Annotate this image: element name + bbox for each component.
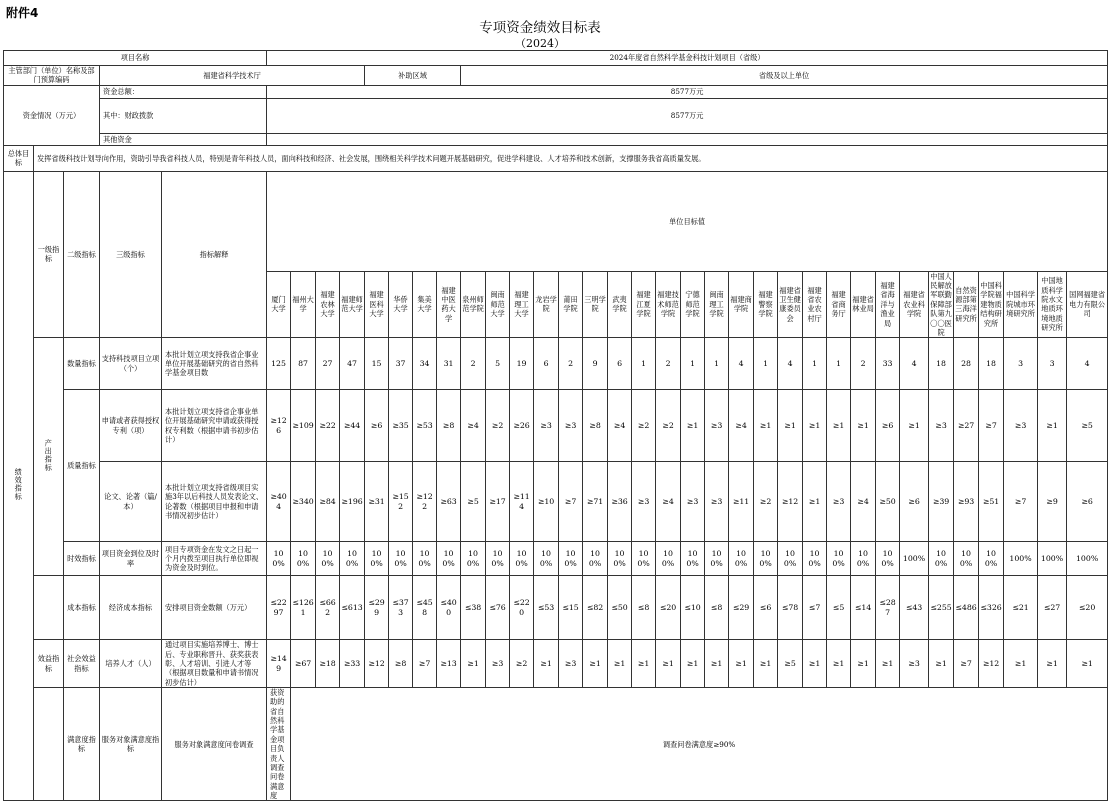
funds-total-value: 8577万元 — [267, 85, 1108, 98]
target-value: ≥404 — [267, 462, 291, 542]
unit-name: 厦门大学 — [267, 271, 291, 338]
target-value: ≤20 — [656, 576, 681, 640]
target-value: 100% — [340, 542, 365, 576]
target-value: 100% — [656, 542, 681, 576]
satisfaction-value: 调查问卷满意度≥90% — [291, 688, 1108, 801]
target-value: ≥114 — [510, 462, 534, 542]
target-value: ≥6 — [365, 390, 389, 462]
performance-label — [4, 171, 34, 801]
target-value: ≥1 — [754, 640, 778, 688]
target-value: ≥51 — [979, 462, 1004, 542]
level1-cost — [34, 576, 64, 640]
target-value: ≥1 — [851, 390, 876, 462]
target-value: ≥109 — [291, 390, 316, 462]
target-value: ≤38 — [461, 576, 486, 640]
performance-table — [3, 50, 1108, 801]
target-value: 5 — [486, 338, 510, 390]
target-value: ≥196 — [340, 462, 365, 542]
target-value: ≥12 — [778, 462, 803, 542]
target-value: 100% — [510, 542, 534, 576]
target-value: 4 — [900, 338, 929, 390]
header-level2: 二级指标 — [64, 171, 100, 338]
target-value: ≤15 — [559, 576, 583, 640]
level1-output-text: 产出指标 — [44, 439, 54, 472]
indicator-explain: 安排项目资金数额（万元） — [162, 576, 267, 640]
target-value: ≥67 — [291, 640, 316, 688]
level1-satisfaction: 满意度指标 — [64, 688, 100, 801]
target-value: 100% — [559, 542, 583, 576]
page-year: （2024） — [515, 37, 565, 50]
header-level3: 三级指标 — [100, 171, 162, 338]
target-value: ≥6 — [876, 390, 900, 462]
target-value: ≥1 — [1038, 390, 1067, 462]
target-value: 6 — [608, 338, 632, 390]
target-value: ≥17 — [486, 462, 510, 542]
target-value: 100% — [1004, 542, 1038, 576]
unit-name: 自然资源部第三海洋研究所 — [954, 271, 979, 338]
target-value: 1 — [827, 338, 851, 390]
level2-indicator: 成本指标 — [64, 576, 100, 640]
target-value: ≥3 — [1004, 390, 1038, 462]
target-value: ≤6 — [754, 576, 778, 640]
unit-name: 福建省海洋与渔业局 — [876, 271, 900, 338]
unit-name: 华侨大学 — [389, 271, 413, 338]
unit-name: 福建医科大学 — [365, 271, 389, 338]
target-value: ≥2 — [486, 390, 510, 462]
overall-target-label: 总体目标 — [4, 145, 34, 171]
target-value: 33 — [876, 338, 900, 390]
target-value: ≥1 — [608, 640, 632, 688]
level1-output — [34, 338, 64, 576]
target-value: 3 — [1004, 338, 1038, 390]
level3-indicator: 培养人才（人） — [100, 640, 162, 688]
target-value: 2 — [851, 338, 876, 390]
target-value: 1 — [803, 338, 827, 390]
target-value: ≥1 — [1004, 640, 1038, 688]
target-value: 2 — [656, 338, 681, 390]
target-value: ≥7 — [979, 390, 1004, 462]
project-name-label: 项目名称 — [4, 51, 267, 66]
blank-cell — [34, 688, 64, 801]
target-value: 1 — [754, 338, 778, 390]
target-value: ≤76 — [486, 576, 510, 640]
level1-benefit: 效益指标 — [34, 640, 64, 688]
target-value: ≥1 — [681, 390, 705, 462]
unit-name: 福建省农业科学院 — [900, 271, 929, 338]
target-value: ≥3 — [681, 462, 705, 542]
target-value: 100% — [267, 542, 291, 576]
header-level1: 一级指标 — [34, 171, 64, 338]
target-value: 87 — [291, 338, 316, 390]
target-value: ≥2 — [656, 390, 681, 462]
target-value: 100% — [754, 542, 778, 576]
target-value: 100% — [632, 542, 656, 576]
target-value: ≥1 — [632, 640, 656, 688]
target-value: 100% — [437, 542, 461, 576]
target-value: 27 — [316, 338, 340, 390]
target-value: 100% — [291, 542, 316, 576]
target-value: ≤50 — [608, 576, 632, 640]
target-value: 100% — [583, 542, 608, 576]
target-value: ≥71 — [583, 462, 608, 542]
target-value: 100% — [608, 542, 632, 576]
target-value: 2 — [461, 338, 486, 390]
target-value: 100% — [851, 542, 876, 576]
level3-indicator: 项目资金到位及时率 — [100, 542, 162, 576]
target-value: ≥3 — [486, 640, 510, 688]
target-value: 1 — [632, 338, 656, 390]
target-value: ≥4 — [851, 462, 876, 542]
target-value: ≥3 — [900, 640, 929, 688]
target-value: ≤43 — [900, 576, 929, 640]
level3-indicator: 申请或者获得授权专利（项） — [100, 390, 162, 462]
target-value: ≥4 — [608, 390, 632, 462]
target-value: ≥126 — [267, 390, 291, 462]
indicator-explain: 获资助的省自然科学基金项目负责人调查问卷满意度 — [267, 688, 291, 801]
target-value: ≥8 — [583, 390, 608, 462]
target-value: ≤326 — [979, 576, 1004, 640]
funds-total-label: 资金总额： — [100, 85, 267, 98]
target-value: ≥7 — [413, 640, 437, 688]
unit-name: 福建技术师范学院 — [656, 271, 681, 338]
target-value: 15 — [365, 338, 389, 390]
target-value: ≥6 — [1067, 462, 1108, 542]
target-value: 100% — [705, 542, 729, 576]
target-value: ≥3 — [534, 390, 559, 462]
region-label: 补助区域 — [365, 66, 461, 86]
unit-name: 福建省商务厅 — [827, 271, 851, 338]
target-value: ≥1 — [803, 640, 827, 688]
target-value: 100% — [365, 542, 389, 576]
target-value: 100% — [827, 542, 851, 576]
target-value: ≥1 — [900, 390, 929, 462]
target-value: ≥39 — [929, 462, 954, 542]
level3-indicator: 服务对象满意度问卷调查 — [162, 688, 267, 801]
target-value: 31 — [437, 338, 461, 390]
target-value: 4 — [729, 338, 754, 390]
level3-indicator: 支持科技项目立项（个） — [100, 338, 162, 390]
target-value: ≤8 — [705, 576, 729, 640]
target-value: 100% — [413, 542, 437, 576]
level3-indicator: 经济成本指标 — [100, 576, 162, 640]
target-value: 9 — [583, 338, 608, 390]
target-value: 1 — [705, 338, 729, 390]
target-value: ≥3 — [559, 390, 583, 462]
target-value: ≥7 — [1004, 462, 1038, 542]
target-value: ≥22 — [316, 390, 340, 462]
indicator-explain: 项目专项资金在发文之日起一个月内拨至项目执行单位即视为资金及时到位。 — [162, 542, 267, 576]
unit-name: 中国科学院福建物质结构研究所 — [979, 271, 1004, 338]
unit-name: 集美大学 — [413, 271, 437, 338]
target-value: ≥1 — [754, 390, 778, 462]
target-value: ≥93 — [954, 462, 979, 542]
target-value: 125 — [267, 338, 291, 390]
target-value: ≥1 — [827, 390, 851, 462]
funds-fiscal-label: 其中：财政拨款 — [100, 98, 267, 133]
target-value: ≤8 — [632, 576, 656, 640]
target-value: 1 — [681, 338, 705, 390]
target-value: ≥7 — [954, 640, 979, 688]
target-value: ≥36 — [608, 462, 632, 542]
indicator-explain: 本批计划立项支持省级项目实施3年以后科技人员发表论文、论著数（根据项目申报和申请书情况初步估计） — [162, 462, 267, 542]
target-value: ≥18 — [316, 640, 340, 688]
target-value: ≤255 — [929, 576, 954, 640]
target-value: ≤5 — [827, 576, 851, 640]
header-unit-targets: 单位目标值 — [267, 171, 1108, 271]
unit-name: 闽南师范大学 — [486, 271, 510, 338]
target-value: 28 — [954, 338, 979, 390]
target-value: ≥4 — [461, 390, 486, 462]
target-value: ≥1 — [929, 640, 954, 688]
target-value: ≥1 — [583, 640, 608, 688]
target-value: 100% — [389, 542, 413, 576]
level2-indicator: 时效指标 — [64, 542, 100, 576]
target-value: ≤662 — [316, 576, 340, 640]
target-value: ≤299 — [365, 576, 389, 640]
target-value: ≥1 — [851, 640, 876, 688]
target-value: ≥1 — [534, 640, 559, 688]
target-value: 100% — [979, 542, 1004, 576]
level2-indicator: 数量指标 — [64, 338, 100, 390]
target-value: 37 — [389, 338, 413, 390]
target-value: ≤400 — [437, 576, 461, 640]
target-value: 2 — [559, 338, 583, 390]
page-title: 专项资金绩效目标表 — [479, 20, 601, 36]
unit-name: 国网福建省电力有限公司 — [1067, 271, 1108, 338]
target-value: 34 — [413, 338, 437, 390]
target-value: ≥53 — [413, 390, 437, 462]
target-value: 6 — [534, 338, 559, 390]
target-value: ≥26 — [510, 390, 534, 462]
overall-target-value: 发挥省级科技计划导向作用，资助引导我省科技人员，特别是青年科技人员，面向科技和经济、社会发展，围绕相关科学技术问题开展基础研究，促进学科建设、人才培养和技术创新，支撑服务我省高质量发展。 — [34, 145, 1108, 171]
target-value: ≥31 — [365, 462, 389, 542]
target-value: 100% — [486, 542, 510, 576]
target-value: ≤220 — [510, 576, 534, 640]
funds-fiscal-value: 8577万元 — [267, 98, 1108, 133]
unit-name: 莆田学院 — [559, 271, 583, 338]
unit-name: 闽南理工学院 — [705, 271, 729, 338]
target-value: 100% — [803, 542, 827, 576]
target-value: ≥5 — [1067, 390, 1108, 462]
target-value: ≤613 — [340, 576, 365, 640]
unit-name: 宁德师范学院 — [681, 271, 705, 338]
unit-name: 福建省林业局 — [851, 271, 876, 338]
unit-name: 福州大学 — [291, 271, 316, 338]
funds-other-label: 其他资金 — [100, 133, 267, 145]
target-value: 18 — [979, 338, 1004, 390]
unit-name: 中国科学院城市环境研究所 — [1004, 271, 1038, 338]
target-value: 100% — [461, 542, 486, 576]
target-value: ≥1 — [656, 640, 681, 688]
target-value: ≤7 — [803, 576, 827, 640]
target-value: ≥1 — [827, 640, 851, 688]
annex-label: 附件4 — [6, 6, 39, 20]
target-value: 100% — [316, 542, 340, 576]
target-value: ≥2 — [632, 390, 656, 462]
target-value: ≤27 — [1038, 576, 1067, 640]
target-value: ≥3 — [705, 462, 729, 542]
target-value: ≥11 — [729, 462, 754, 542]
funds-other-value — [267, 133, 1108, 145]
target-value: ≤82 — [583, 576, 608, 640]
target-value: 100% — [900, 542, 929, 576]
funds-label: 资金情况（万元） — [4, 85, 100, 145]
target-value: ≥63 — [437, 462, 461, 542]
target-value: ≥5 — [461, 462, 486, 542]
target-value: ≥1 — [729, 640, 754, 688]
target-value: ≥2 — [510, 640, 534, 688]
target-value: ≥27 — [954, 390, 979, 462]
target-value: ≥3 — [827, 462, 851, 542]
target-value: ≥35 — [389, 390, 413, 462]
target-value: ≥122 — [413, 462, 437, 542]
target-value: ≥84 — [316, 462, 340, 542]
indicator-explain: 本批计划立项支持我省企事业单位开展基础研究的省自然科学基金项目数 — [162, 338, 267, 390]
target-value: ≥3 — [632, 462, 656, 542]
target-value: ≥7 — [559, 462, 583, 542]
target-value: 100% — [929, 542, 954, 576]
target-value: ≥8 — [389, 640, 413, 688]
target-value: ≤21 — [1004, 576, 1038, 640]
target-value: ≥6 — [900, 462, 929, 542]
target-value: ≥44 — [340, 390, 365, 462]
target-value: ≥152 — [389, 462, 413, 542]
target-value: ≥13 — [437, 640, 461, 688]
unit-name: 福建农林大学 — [316, 271, 340, 338]
target-value: ≥1 — [461, 640, 486, 688]
target-value: ≥1 — [1067, 640, 1108, 688]
target-value: ≤10 — [681, 576, 705, 640]
target-value: ≥1 — [778, 390, 803, 462]
target-value: ≥1 — [876, 640, 900, 688]
target-value: 18 — [929, 338, 954, 390]
target-value: ≥1 — [1038, 640, 1067, 688]
unit-name: 福建中医药大学 — [437, 271, 461, 338]
target-value: ≤20 — [1067, 576, 1108, 640]
unit-name: 福建商学院 — [729, 271, 754, 338]
unit-name: 中国人民解放军联勤保障部队第九〇〇医院 — [930, 271, 952, 337]
target-value: 47 — [340, 338, 365, 390]
target-value: 3 — [1038, 338, 1067, 390]
target-value: 4 — [1067, 338, 1108, 390]
unit-name: 福建理工大学 — [510, 271, 534, 338]
target-value: ≥50 — [876, 462, 900, 542]
target-value: ≥1 — [681, 640, 705, 688]
target-value: ≤78 — [778, 576, 803, 640]
target-value: ≥12 — [365, 640, 389, 688]
level3-indicator: 论文、论著（篇/本） — [100, 462, 162, 542]
target-value: ≤458 — [413, 576, 437, 640]
target-value: ≥2 — [754, 462, 778, 542]
unit-name: 龙岩学院 — [534, 271, 559, 338]
unit-name: 中国地质科学院水文地质环境地质研究所 — [1038, 271, 1067, 338]
level2-indicator: 社会效益指标 — [64, 640, 100, 688]
target-value: ≥3 — [559, 640, 583, 688]
target-value: 4 — [778, 338, 803, 390]
target-value: ≥9 — [1038, 462, 1067, 542]
unit-name: 福建省卫生健康委员会 — [778, 271, 803, 338]
unit-name: 福建省农业农村厅 — [803, 271, 827, 338]
target-value: 100% — [1038, 542, 1067, 576]
indicator-explain: 通过项目实施培养博士、博士后、专业职称晋升、获奖获表彰、人才培训、引进人才等（根据项目数量和申请书情况初步估计） — [162, 640, 267, 688]
unit-name: 三明学院 — [583, 271, 608, 338]
target-value: ≥1 — [803, 462, 827, 542]
level2-indicator: 服务对象满意度指标 — [100, 688, 162, 801]
unit-name: 福建师范大学 — [340, 271, 365, 338]
target-value: ≥10 — [534, 462, 559, 542]
target-value: ≥5 — [778, 640, 803, 688]
target-value: ≥12 — [979, 640, 1004, 688]
header-explain: 指标解释 — [162, 171, 267, 338]
unit-name: 武夷学院 — [608, 271, 632, 338]
target-value: ≥3 — [705, 390, 729, 462]
indicator-explain: 本批计划立项支持省企事业单位开展基础研究申请或获得授权专利数（根据申请书初步估计） — [162, 390, 267, 462]
target-value: ≥149 — [267, 640, 291, 688]
target-value: ≤1261 — [291, 576, 316, 640]
target-value: ≥1 — [705, 640, 729, 688]
project-name-value: 2024年度省自然科学基金科技计划项目（省级） — [267, 51, 1108, 66]
target-value: 100% — [681, 542, 705, 576]
target-value: ≥3 — [929, 390, 954, 462]
unit-name: 福建警察学院 — [754, 271, 778, 338]
target-value: 100% — [729, 542, 754, 576]
unit-name: 泉州师范学院 — [461, 271, 486, 338]
target-value: ≥4 — [656, 462, 681, 542]
target-value: ≥33 — [340, 640, 365, 688]
target-value: ≥8 — [437, 390, 461, 462]
target-value: ≤29 — [729, 576, 754, 640]
target-value: ≥4 — [729, 390, 754, 462]
target-value: ≥340 — [291, 462, 316, 542]
target-value: 100% — [954, 542, 979, 576]
target-value: ≤14 — [851, 576, 876, 640]
target-value: ≥1 — [803, 390, 827, 462]
region-value: 省级及以上单位 — [461, 66, 1108, 86]
level2-indicator: 质量指标 — [64, 390, 100, 542]
performance-label-text: 绩效指标 — [14, 468, 24, 502]
target-value: 100% — [778, 542, 803, 576]
dept-value: 福建省科学技术厅 — [100, 66, 365, 86]
target-value: ≤373 — [389, 576, 413, 640]
target-value: ≤53 — [534, 576, 559, 640]
target-value: 100% — [1067, 542, 1108, 576]
target-value: 100% — [876, 542, 900, 576]
dept-label: 主管部门（单位）名称及部门预算编码 — [4, 66, 100, 86]
target-value: ≤486 — [954, 576, 979, 640]
unit-name: 福建江夏学院 — [632, 271, 656, 338]
target-value: ≤2297 — [267, 576, 291, 640]
target-value: 19 — [510, 338, 534, 390]
target-value: ≤287 — [876, 576, 900, 640]
target-value: 100% — [534, 542, 559, 576]
